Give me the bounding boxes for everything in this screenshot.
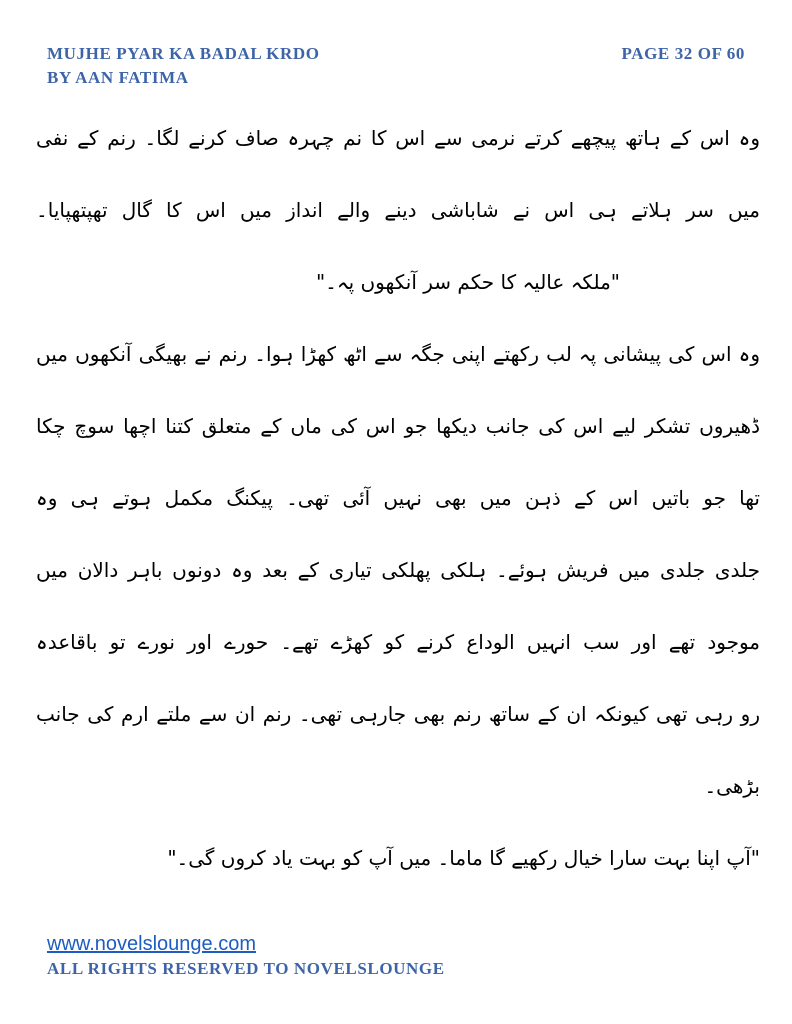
- page-footer: [47, 933, 445, 980]
- urdu-text-line: رو رہی تھی کیونکہ ان کے ساتھ رنم بھی جارہی تھی۔ رنم ان سے ملتے ارم کی جانب: [36, 702, 760, 726]
- urdu-text-line: بڑھی۔: [704, 774, 760, 798]
- copyright-notice: ALL RIGHTS RESERVED TO NOVELSLOUNGE: [47, 959, 445, 978]
- urdu-text-line: تھا جو باتیں اس کے ذہن میں بھی نہیں آئی تھی۔ پیکنگ مکمل ہوتے ہی وہ: [36, 486, 760, 510]
- urdu-text-line: میں سر ہلاتے ہی اس نے شاباشی دینے والے انداز میں اس کا گال تھپتھپایا۔: [36, 198, 760, 222]
- urdu-text-line: موجود تھے اور سب انہیں الوداع کرنے کو کھڑے تھے۔ حورے اور نورے تو باقاعدہ: [36, 630, 760, 654]
- title-block: [47, 42, 320, 90]
- website-link[interactable]: www.novelslounge.com: [47, 933, 256, 955]
- book-title: MUJHE PYAR KA BADAL KRDO: [47, 44, 320, 63]
- urdu-story-text: [36, 102, 760, 894]
- page-number-indicator: PAGE 32 OF 60: [621, 44, 745, 63]
- urdu-text-line: وہ اس کی پیشانی پہ لب رکھتے اپنی جگہ سے اٹھ کھڑا ہوا۔ رنم نے بھیگی آنکھوں میں: [36, 342, 760, 366]
- urdu-text-line: "آپ اپنا بہت سارا خیال رکھیے گا ماما۔ میں آپ کو بہت یاد کروں گی۔": [167, 846, 760, 870]
- urdu-text-line: جلدی جلدی میں فریش ہوئے۔ ہلکی پھلکی تیاری کے بعد وہ دونوں باہر دالان میں: [36, 558, 760, 582]
- urdu-text-line: وہ اس کے ہاتھ پیچھے کرتے نرمی سے اس کا نم چہرہ صاف کرنے لگا۔ رنم کے نفی: [36, 126, 760, 150]
- urdu-text-line: ڈھیروں تشکر لیے اس کی جانب دیکھا جو اس کی ماں کے متعلق کتنا اچھا سوچ چکا: [36, 414, 760, 438]
- page-header: [47, 42, 745, 94]
- author-byline: BY AAN FATIMA: [47, 68, 189, 87]
- urdu-text-line: "ملکہ عالیہ کا حکم سر آنکھوں پہ۔": [315, 270, 620, 294]
